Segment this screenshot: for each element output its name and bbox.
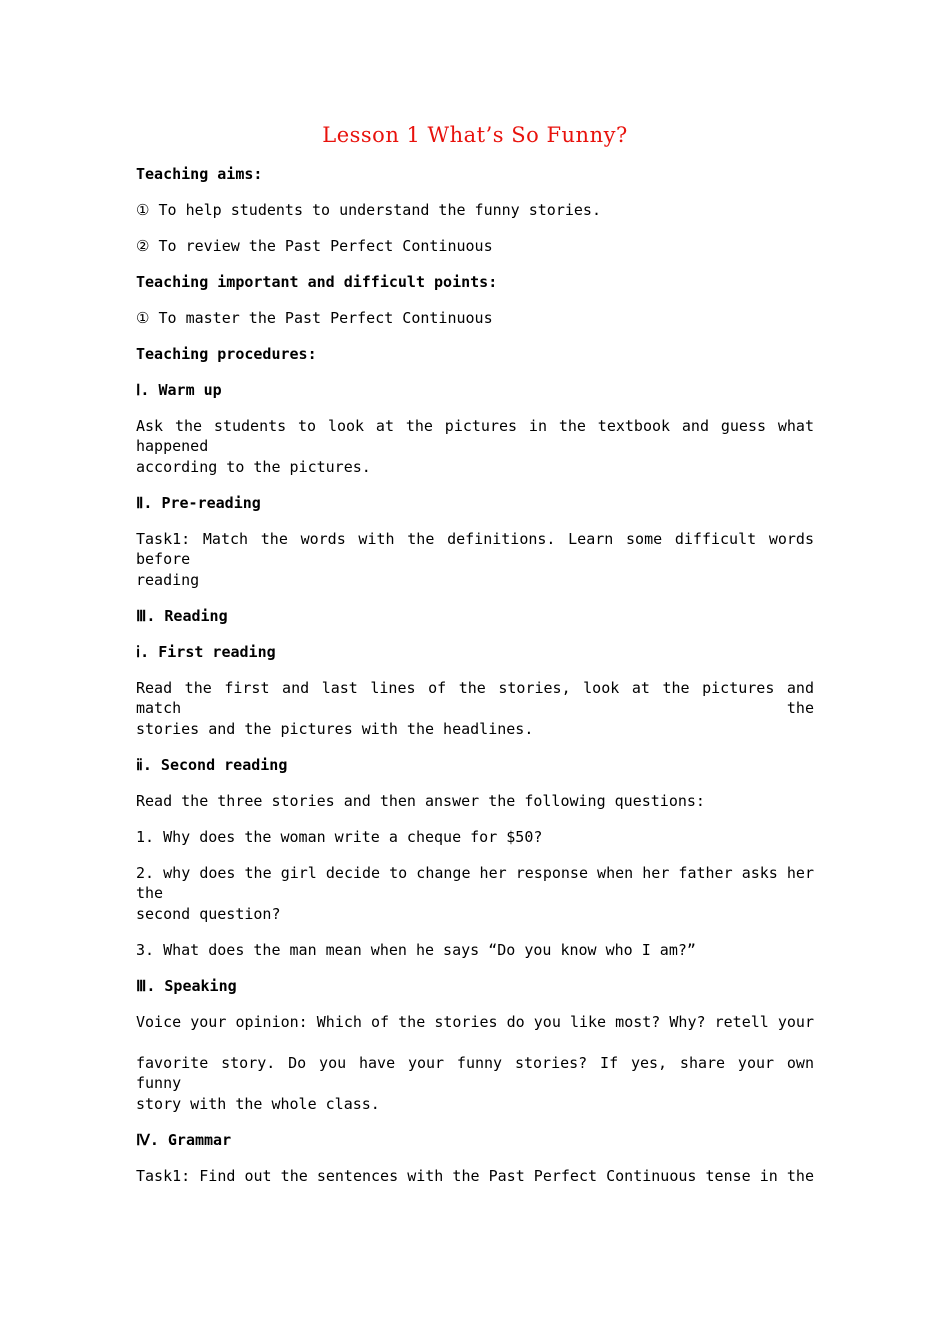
paragraph-line: Voice your opinion: Which of the stories do you like most? Why? retell your xyxy=(136,1013,814,1031)
paragraph-line: stories and the pictures with the headlines. xyxy=(136,720,534,738)
question-3: 3. What does the man mean when he says “Do you know who I am?” xyxy=(136,941,696,959)
section-warm-up: Ⅰ. Warm up xyxy=(136,381,222,399)
lesson-title: Lesson 1 What’s So Funny? xyxy=(322,123,628,147)
question-1: 1. Why does the woman write a cheque for $50? xyxy=(136,828,543,846)
paragraph-line: Ask the students to look at the pictures in the textbook and guess what happened xyxy=(136,417,814,455)
paragraph-line: reading xyxy=(136,571,200,589)
section-pre-reading: Ⅱ. Pre-reading xyxy=(136,494,261,512)
paragraph-line: Task1: Find out the sentences with the Past Perfect Continuous tense in the xyxy=(136,1167,814,1185)
subsection-first-reading: ⅰ. First reading xyxy=(136,643,276,661)
section-grammar: Ⅳ. Grammar xyxy=(136,1131,232,1149)
paragraph-line: second question? xyxy=(136,905,281,923)
paragraph-line: according to the pictures. xyxy=(136,458,371,476)
paragraph-line: story with the whole class. xyxy=(136,1095,380,1113)
paragraph-line: Read the three stories and then answer the following questions: xyxy=(136,792,705,810)
paragraph-line: Task1: Match the words with the definitions. Learn some difficult words before xyxy=(136,530,814,568)
question-2: 2. why does the girl decide to change her response when her father asks her the xyxy=(136,864,814,902)
aim-item-2: ② To review the Past Perfect Continuous xyxy=(136,237,493,255)
section-reading: Ⅲ. Reading xyxy=(136,607,228,625)
heading-teaching-aims: Teaching aims: xyxy=(136,165,263,183)
paragraph-line: favorite story. Do you have your funny stories? If yes, share your own funny xyxy=(136,1054,814,1092)
paragraph-line: Read the first and last lines of the stories, look at the pictures and match the xyxy=(136,679,814,717)
subsection-second-reading: ⅱ. Second reading xyxy=(136,756,288,774)
important-point-1: ① To master the Past Perfect Continuous xyxy=(136,309,493,327)
heading-important-points: Teaching important and difficult points: xyxy=(136,273,498,291)
heading-procedures: Teaching procedures: xyxy=(136,345,317,363)
aim-item-1: ① To help students to understand the funny stories. xyxy=(136,201,601,219)
section-speaking: Ⅲ. Speaking xyxy=(136,977,237,995)
